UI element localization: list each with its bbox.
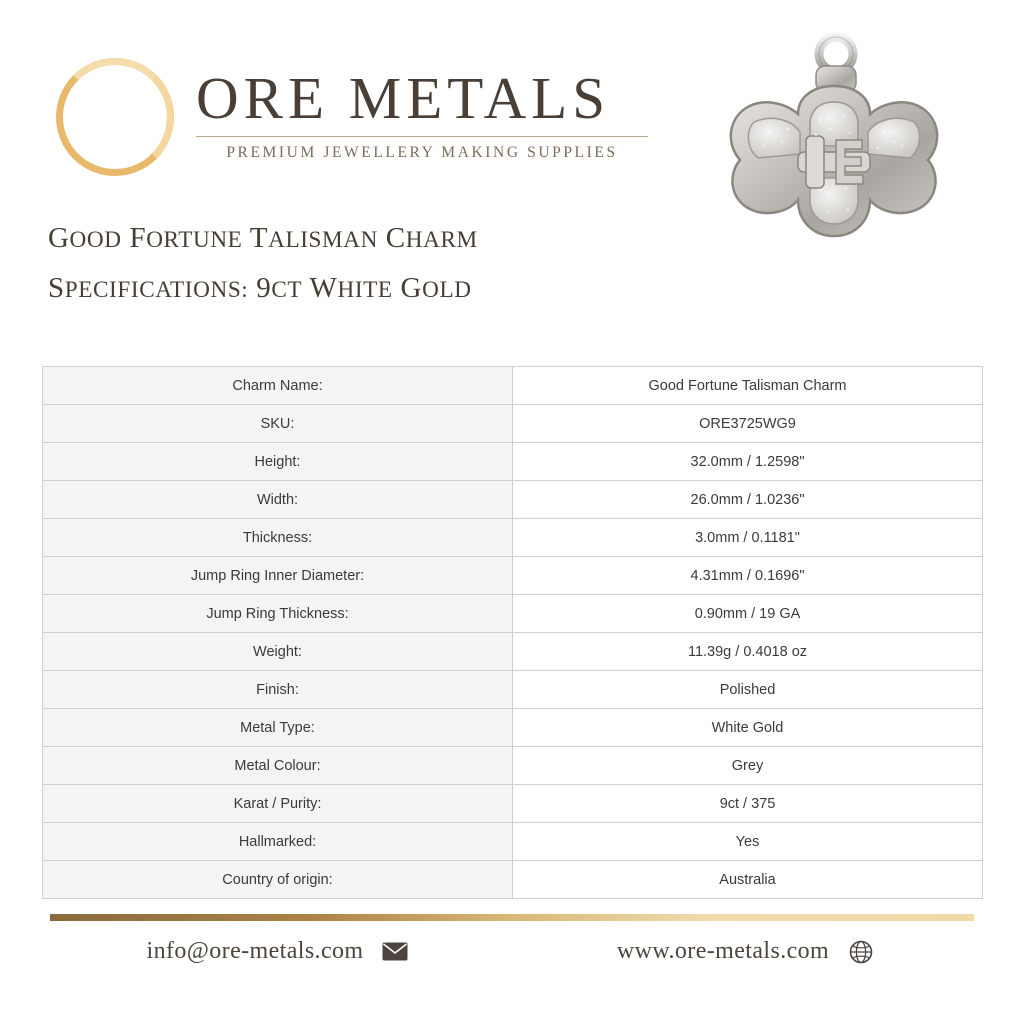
spec-value: 11.39g / 0.4018 oz	[513, 633, 983, 671]
spec-value: Yes	[513, 823, 983, 861]
footer-email[interactable]: info@ore-metals.com	[146, 938, 364, 964]
product-image	[688, 28, 980, 320]
table-row	[43, 823, 983, 861]
table-row	[43, 709, 983, 747]
spec-value: 0.90mm / 19 GA	[513, 595, 983, 633]
spec-value: Polished	[513, 671, 983, 709]
footer-contacts	[44, 938, 980, 965]
table-row	[43, 785, 983, 823]
spec-value: Australia	[513, 861, 983, 899]
footer-gradient-bar	[50, 914, 974, 921]
footer-email-group[interactable]	[44, 938, 512, 965]
spec-label: Width:	[43, 481, 513, 519]
spec-value: 26.0mm / 1.0236"	[513, 481, 983, 519]
spec-label: Karat / Purity:	[43, 785, 513, 823]
table-row	[43, 367, 983, 405]
table-row	[43, 481, 983, 519]
spec-value: White Gold	[513, 709, 983, 747]
table-row	[43, 443, 983, 481]
table-row	[43, 861, 983, 899]
table-row	[43, 557, 983, 595]
brand-lockup	[48, 40, 648, 200]
spec-value: ORE3725WG9	[513, 405, 983, 443]
spec-value: 3.0mm / 0.1181"	[513, 519, 983, 557]
spec-value: Good Fortune Talisman Charm	[513, 367, 983, 405]
footer-website[interactable]: www.ore-metals.com	[616, 938, 830, 964]
spec-value: 9ct / 375	[513, 785, 983, 823]
document-footer	[44, 914, 980, 994]
page-title: GOOD FORTUNE TALISMAN CHARM	[48, 222, 478, 254]
spec-label: Country of origin:	[43, 861, 513, 899]
spec-label: Charm Name:	[43, 367, 513, 405]
gold-ring-icon	[56, 58, 174, 176]
brand-text	[196, 65, 656, 162]
globe-icon	[847, 940, 875, 964]
spec-label: Hallmarked:	[43, 823, 513, 861]
spec-value: 4.31mm / 0.1696"	[513, 557, 983, 595]
spec-label: Metal Type:	[43, 709, 513, 747]
spec-label: Jump Ring Thickness:	[43, 595, 513, 633]
spec-label: SKU:	[43, 405, 513, 443]
table-row	[43, 671, 983, 709]
specifications-table	[42, 366, 983, 899]
footer-website-group[interactable]	[512, 938, 980, 965]
spec-label: Finish:	[43, 671, 513, 709]
spec-label: Metal Colour:	[43, 747, 513, 785]
table-row	[43, 633, 983, 671]
page-subtitle: SPECIFICATIONS: 9CT WHITE GOLD	[48, 272, 472, 304]
spec-value: Grey	[513, 747, 983, 785]
spec-label: Height:	[43, 443, 513, 481]
table-row	[43, 519, 983, 557]
spec-value: 32.0mm / 1.2598"	[513, 443, 983, 481]
table-row	[43, 595, 983, 633]
spec-label: Thickness:	[43, 519, 513, 557]
spec-label: Weight:	[43, 633, 513, 671]
table-row	[43, 747, 983, 785]
brand-name: ORE METALS	[196, 65, 611, 131]
envelope-icon	[381, 940, 409, 964]
brand-tagline: PREMIUM JEWELLERY MAKING SUPPLIES	[226, 143, 618, 161]
brand-divider	[196, 136, 648, 137]
table-row	[43, 405, 983, 443]
spec-label: Jump Ring Inner Diameter:	[43, 557, 513, 595]
